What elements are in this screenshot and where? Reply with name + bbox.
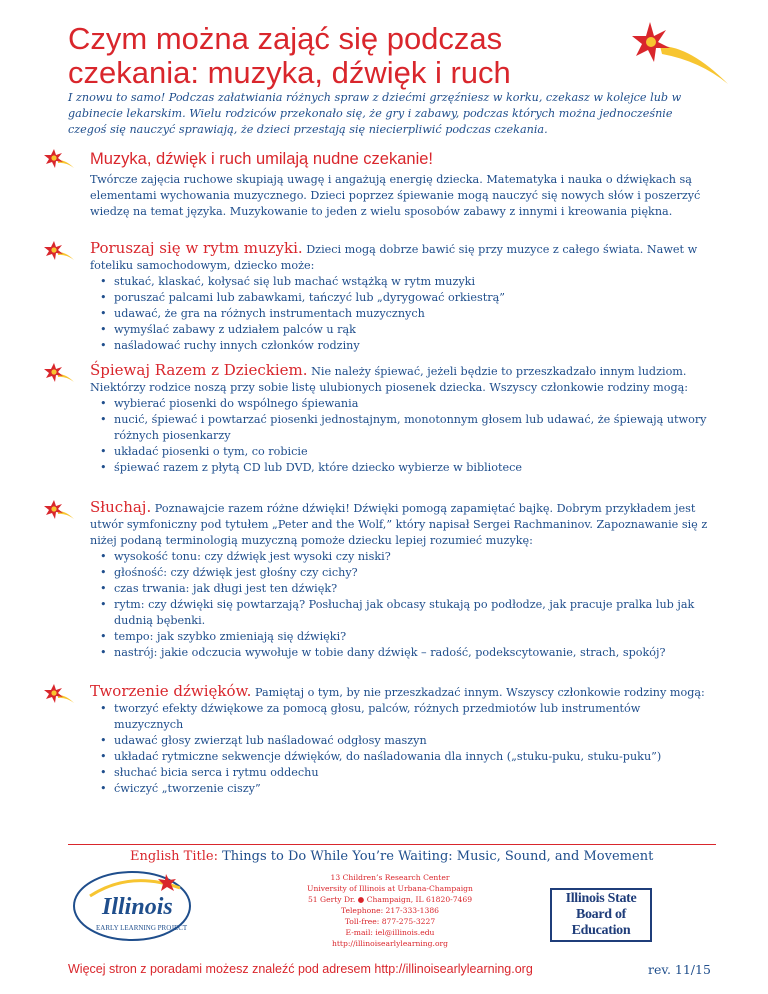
list-item: • głośność: czy dźwięk jest głośny czy cichy? xyxy=(112,565,710,581)
list-item: • naśladować ruchy innych członków rodziny xyxy=(112,338,710,354)
section-text: Poznawajcie razem różne dźwięki! Dźwięki pomogą zapamiętać bajkę. Dobrym przykładem jest utwór symfoniczny pod tytułem „Peter and the Wolf,” który napisał Sergei Rachmaninov. Zapoznawanie się z niżej podaną terminologią muzyczną pomoże dziecku lepiej rozumieć muzykę: xyxy=(90,502,708,547)
isbe-logo xyxy=(550,888,652,942)
list-item: • ćwiczyć „tworzenie ciszy” xyxy=(112,781,710,797)
svg-text:Illinois: Illinois xyxy=(102,894,173,920)
list-item: • czas trwania: jak długi jest ten dźwięk? xyxy=(112,581,710,597)
section xyxy=(0,362,768,476)
list-item: • udawać, że gra na różnych instrumentach muzycznych xyxy=(112,306,710,322)
star-icon xyxy=(44,362,74,386)
illinois-early-learning-logo xyxy=(70,866,200,946)
list-item: • tempo: jak szybko zmieniają się dźwięki? xyxy=(112,629,710,645)
section-heading: Słuchaj. xyxy=(90,498,152,516)
list-item: • wymyślać zabawy z udziałem palców u rąk xyxy=(112,322,710,338)
contact-line: Telephone: 217-333-1386 xyxy=(340,906,440,915)
list-item: • udawać głosy zwierząt lub naśladować odgłosy maszyn xyxy=(112,733,710,749)
section-heading: Muzyka, dźwięk i ruch umilają nudne czekanie! xyxy=(90,150,433,168)
section xyxy=(0,240,768,354)
section-heading: Śpiewaj Razem z Dzieckiem. xyxy=(90,361,308,379)
list-item: • nucić, śpiewać i powtarzać piosenki jednostajnym, monotonnym głosem lub udawać, że śpiewają utwory różnych piosenkarzy xyxy=(112,412,710,444)
isbe-line-1: Illinois State xyxy=(565,891,637,906)
section xyxy=(0,148,768,220)
star-icon xyxy=(44,148,74,172)
star-icon xyxy=(44,499,74,523)
list-item: • tworzyć efekty dźwiękowe za pomocą głosu, palców, różnych przedmiotów lub instrumentów muzycznych xyxy=(112,701,710,733)
contact-line: 51 Gerty Dr. ● Champaign, IL 61820-7469 xyxy=(307,895,473,904)
list-item: • poruszać palcami lub zabawkami, tańczyć lub „dyrygować orkiestrą” xyxy=(112,290,710,306)
section-text: Nie należy śpiewać, jeżeli będzie to przeszkadzało innym ludziom. Niektórzy rodzice noszą przy sobie listę ulubionych piosenek dziecka. Wszyscy członkowie rodziny mogą: xyxy=(90,365,689,394)
contact-line: 13 Children’s Research Center xyxy=(330,873,450,882)
bullet-list xyxy=(90,549,710,661)
section xyxy=(0,683,768,797)
bullet-list xyxy=(90,274,710,354)
footer-more-pages-link[interactable]: Więcej stron z poradami możesz znaleźć pod adresem http://illinoisearlylearning.org xyxy=(68,962,533,976)
section xyxy=(0,499,768,661)
list-item: • wybierać piosenki do wspólnego śpiewania xyxy=(112,396,710,412)
list-item: • układać rytmiczne sekwencje dźwięków, do naśladowania dla innych („stuku-puku, stuku-puku”) xyxy=(112,749,710,765)
isbe-line-2: Board of Education xyxy=(571,907,631,938)
list-item: • stukać, klaskać, kołysać się lub machać wstążką w rytm muzyki xyxy=(112,274,710,290)
section-body xyxy=(90,362,710,476)
list-item: • śpiewać razem z płytą CD lub DVD, które dziecko wybierze w bibliotece xyxy=(112,460,710,476)
english-title-label: English Title: xyxy=(130,849,218,864)
list-item: • słuchać bicia serca i rytmu oddechu xyxy=(112,765,710,781)
section-body xyxy=(90,499,710,661)
page-title: Czym można zająć się podczas czekania: muzyka, dźwięk i ruch xyxy=(68,21,511,90)
shooting-star-icon xyxy=(630,16,730,86)
section-text: Pamiętaj o tym, by nie przeszkadzać innym. Wszyscy członkowie rodziny mogą: xyxy=(254,686,705,699)
section-text: Dzieci mogą dobrze bawić się przy muzyce z całego świata. Nawet w foteliku samochodowym, dziecko może: xyxy=(90,243,698,272)
section-body xyxy=(90,148,710,220)
section-body xyxy=(90,683,710,797)
contact-website-link[interactable]: http://illinoisearlylearning.org xyxy=(331,939,449,948)
english-title xyxy=(130,849,653,864)
section-text: Twórcze zajęcia ruchowe skupiają uwagę i angażują energię dziecka. Matematyka i nauka o dźwiękach są elementami wychowania muzycznego. Dzieci poprzez śpiewanie mogą nauczyć się nowych słów i poszerzyć wiedzę na temat języka. Muzykowanie to jeden z wielu sposobów zabawy z innymi i kreowania piękna. xyxy=(90,173,701,218)
contact-block xyxy=(290,872,490,949)
section-heading: Tworzenie dźwięków. xyxy=(90,682,252,700)
svg-text:EARLY LEARNING PROJECT: EARLY LEARNING PROJECT xyxy=(96,924,188,932)
contact-line: E-mail: iel@illinois.edu xyxy=(345,928,435,937)
list-item: • nastrój: jakie odczucia wywołuje w tobie dany dźwięk – radość, podekscytowanie, strach, spokój? xyxy=(112,645,710,661)
list-item: • wysokość tonu: czy dźwięk jest wysoki czy niski? xyxy=(112,549,710,565)
bullet-list xyxy=(90,396,710,476)
section-body xyxy=(90,240,710,354)
section-heading: Poruszaj się w rytm muzyki. xyxy=(90,239,303,257)
english-title-text: Things to Do While You’re Waiting: Music, Sound, and Movement xyxy=(222,849,654,864)
revision-date: rev. 11/15 xyxy=(648,962,711,977)
list-item: • rytm: czy dźwięki się powtarzają? Posłuchaj jak obcasy stukają po podłodze, jak pracuje pralka lub jak dudnią bębenki. xyxy=(112,597,710,629)
footer-divider xyxy=(68,844,716,845)
contact-line: Toll-free: 877-275-3227 xyxy=(344,917,436,926)
star-icon xyxy=(44,683,74,707)
star-icon xyxy=(44,240,74,264)
bullet-list xyxy=(90,701,710,797)
intro-text: I znowu to samo! Podczas załatwiania różnych spraw z dziećmi grzęźniesz w korku, czekasz w kolejce lub w gabinecie lekarskim. Wielu rodziców przekonało się, że gry i zabawy, podczas których można jednocześnie czegoś się nauczyć sprawiają, że dzieci przestają się niecierpliwić podczas czekania. xyxy=(68,91,682,136)
list-item: • układać piosenki o tym, co robicie xyxy=(112,444,710,460)
contact-line: University of Illinois at Urbana-Champaign xyxy=(307,884,473,893)
